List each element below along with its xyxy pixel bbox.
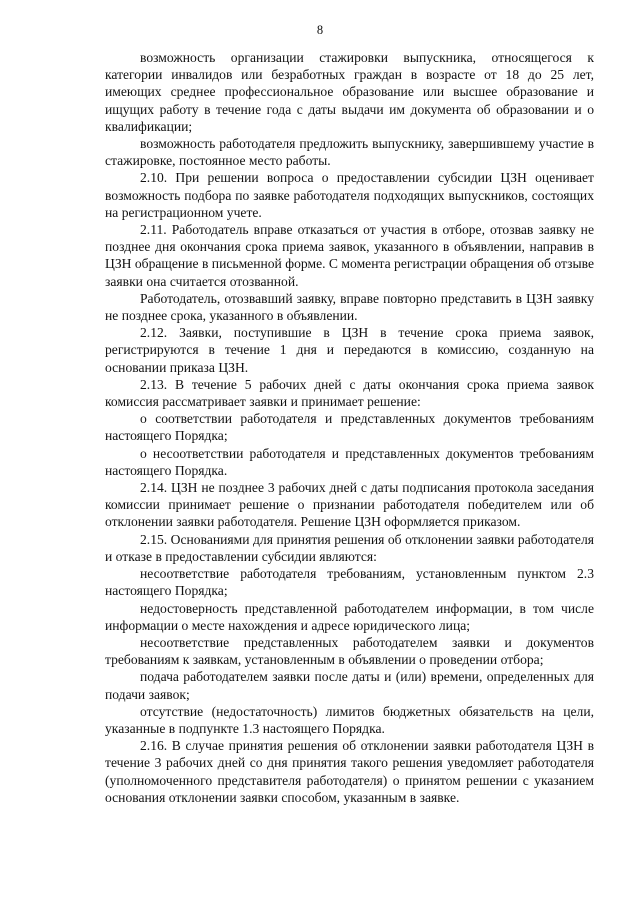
paragraph: отсутствие (недостаточность) лимитов бюджетных обязательств на цели, указанные в подпункте 1.3 настоящего Порядка. bbox=[105, 703, 594, 736]
paragraph: 2.11. Работодатель вправе отказаться от участия в отборе, отозвав заявку не позднее дня окончания срока приема заявок, указанного в объявлении, направив в ЦЗН обращение в письменной форме. С момента регистрации обращения об отзыве заявки она считается отозванной. bbox=[105, 222, 594, 289]
paragraph: о несоответствии работодателя и представленных документов требованиям настоящего Порядка. bbox=[105, 445, 594, 478]
paragraph: 2.10. При решении вопроса о предоставлении субсидии ЦЗН оценивает возможность подбора по заявке работодателя подходящих выпускников, состоящих на регистрационном учете. bbox=[105, 170, 594, 220]
paragraph: 2.15. Основаниями для принятия решения об отклонении заявки работодателя и отказе в предоставлении субсидии являются: bbox=[105, 531, 594, 564]
paragraph: Работодатель, отозвавший заявку, вправе повторно представить в ЦЗН заявку не позднее срока, указанного в объявлении. bbox=[105, 290, 594, 324]
paragraph: о соответствии работодателя и представленных документов требованиям настоящего Порядка; bbox=[105, 411, 594, 444]
paragraph: 2.16. В случае принятия решения об отклонении заявки работодателя ЦЗН в течение 3 рабочих дней со дня принятия такого решения уведомляет работодателя (уполномоченного представителя работодателя) о принятом решении с указанием основания отклонении заявки способом, указанным в заявке. bbox=[105, 738, 594, 805]
paragraph: возможность организации стажировки выпускника, относящегося к категории инвалидов или безработных граждан в возрасте от 18 до 25 лет, имеющих среднее профессиональное образование или высшее образование и ищущих работу в течение года с даты выдачи им документа об образовании и о квалификации; bbox=[105, 50, 594, 134]
paragraph: 2.14. ЦЗН не позднее 3 рабочих дней с даты подписания протокола заседания комиссии принимает решение о признании работодателя победителем или об отклонении заявки работодателя. Решение ЦЗН оформляется приказом. bbox=[105, 480, 594, 530]
paragraph: несоответствие работодателя требованиям, установленным пунктом 2.3 настоящего Порядка; bbox=[105, 566, 594, 599]
paragraph: недостоверность представленной работодателем информации, в том числе информации о месте нахождения и адресе юридического лица; bbox=[105, 600, 594, 633]
paragraph: возможность работодателя предложить выпускнику, завершившему участие в стажировке, постоянное место работы. bbox=[105, 136, 594, 169]
paragraph: подача работодателем заявки после даты и (или) времени, определенных для подачи заявок; bbox=[105, 669, 594, 702]
paragraph: 2.13. В течение 5 рабочих дней с даты окончания срока приема заявок комиссия рассматривает заявки и принимает решение: bbox=[105, 376, 594, 410]
document-body bbox=[105, 49, 594, 806]
page-number: 8 bbox=[316, 23, 324, 37]
paragraph: несоответствие представленных работодателем заявки и документов требованиям к заявкам, установленным в объявлении о проведении отбора; bbox=[105, 634, 594, 668]
paragraph: 2.12. Заявки, поступившие в ЦЗН в течение срока приема заявок, регистрируются в течение 1 дня и передаются в комиссию, созданную на основании приказа ЦЗН. bbox=[105, 325, 594, 375]
